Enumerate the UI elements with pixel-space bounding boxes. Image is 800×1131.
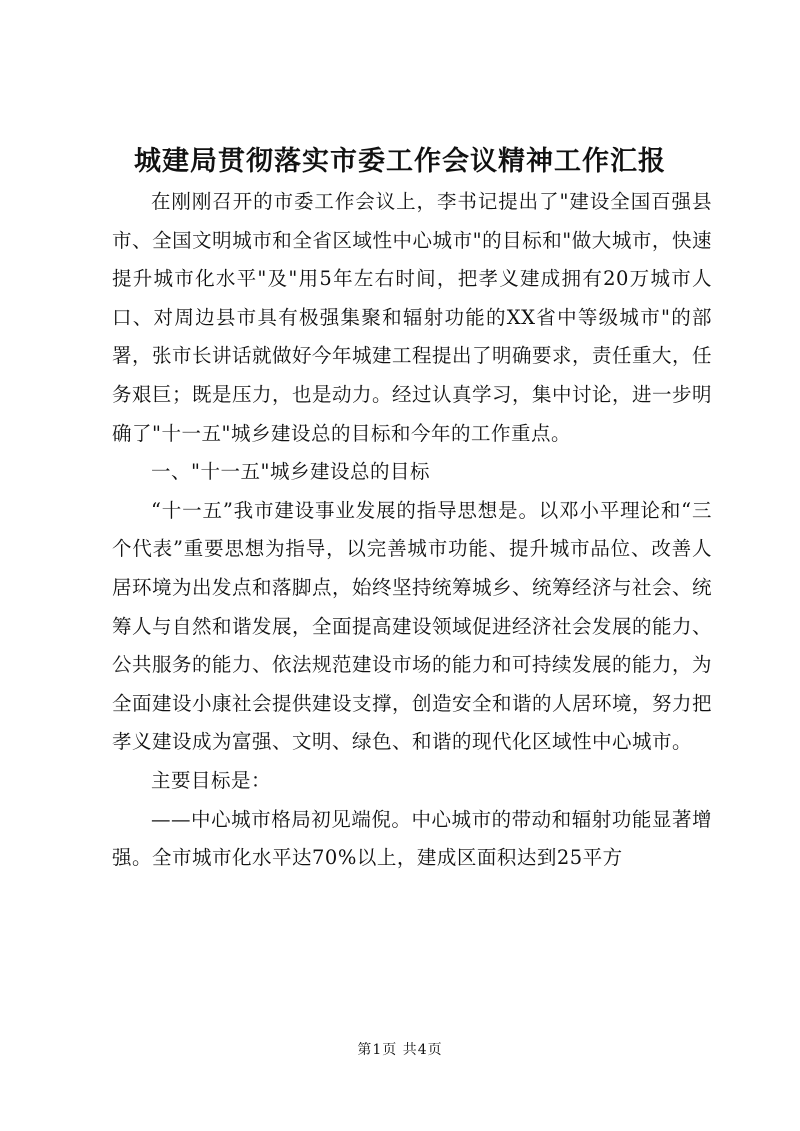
paragraph-intro: 在刚刚召开的市委工作会议上，李书记提出了"建设全国百强县市、全国文明城市和全省区域性中心城市"的目标和"做大城市，快速提升城市化水平"及"用5年左右时间，把孝义建成拥有20万城市人口、对周边县市具有极强集聚和辐射功能的XX省中等级城市"的部署，张市长讲话就做好今年城建工程提出了明确要求，责任重大，任务艰巨；既是压力，也是动力。经过认真学习，集中讨论，进一步明确了"十一五"城乡建设总的目标和今年的工作重点。 [112,190,713,445]
paragraph-guiding-principle: “十一五”我市建设事业发展的指导思想是。以邓小平理论和“三个代表”重要思想为指导，以完善城市功能、提升城市品位、改善人居环境为出发点和落脚点，始终坚持统筹城乡、统筹经济与社会、统筹人与自然和谐发展，全面提高建设领域促进经济社会发展的能力、公共服务的能力、依法规范建设市场的能力和可持续发展的能力，为全面建设小康社会提供建设支撑，创造安全和谐的人居环境，努力把孝义建设成为富强、文明、绿色、和谐的现代化区域性中心城市。 [112,498,713,754]
document-title: 城建局贯彻落实市委工作会议精神工作汇报 [134,146,666,177]
document-body [112,183,712,878]
paragraph-goal-item: ——中心城市格局初见端倪。中心城市的带动和辐射功能显著增强。全市城市化水平达70%以上，建成区面积达到25平方 [112,807,712,870]
subheading-main-goals: 主要目标是： [151,768,272,792]
page-footer: 第1页 共4页 [357,1042,443,1058]
section-heading-goals: 一、"十一五"城乡建设总的目标 [151,460,430,484]
